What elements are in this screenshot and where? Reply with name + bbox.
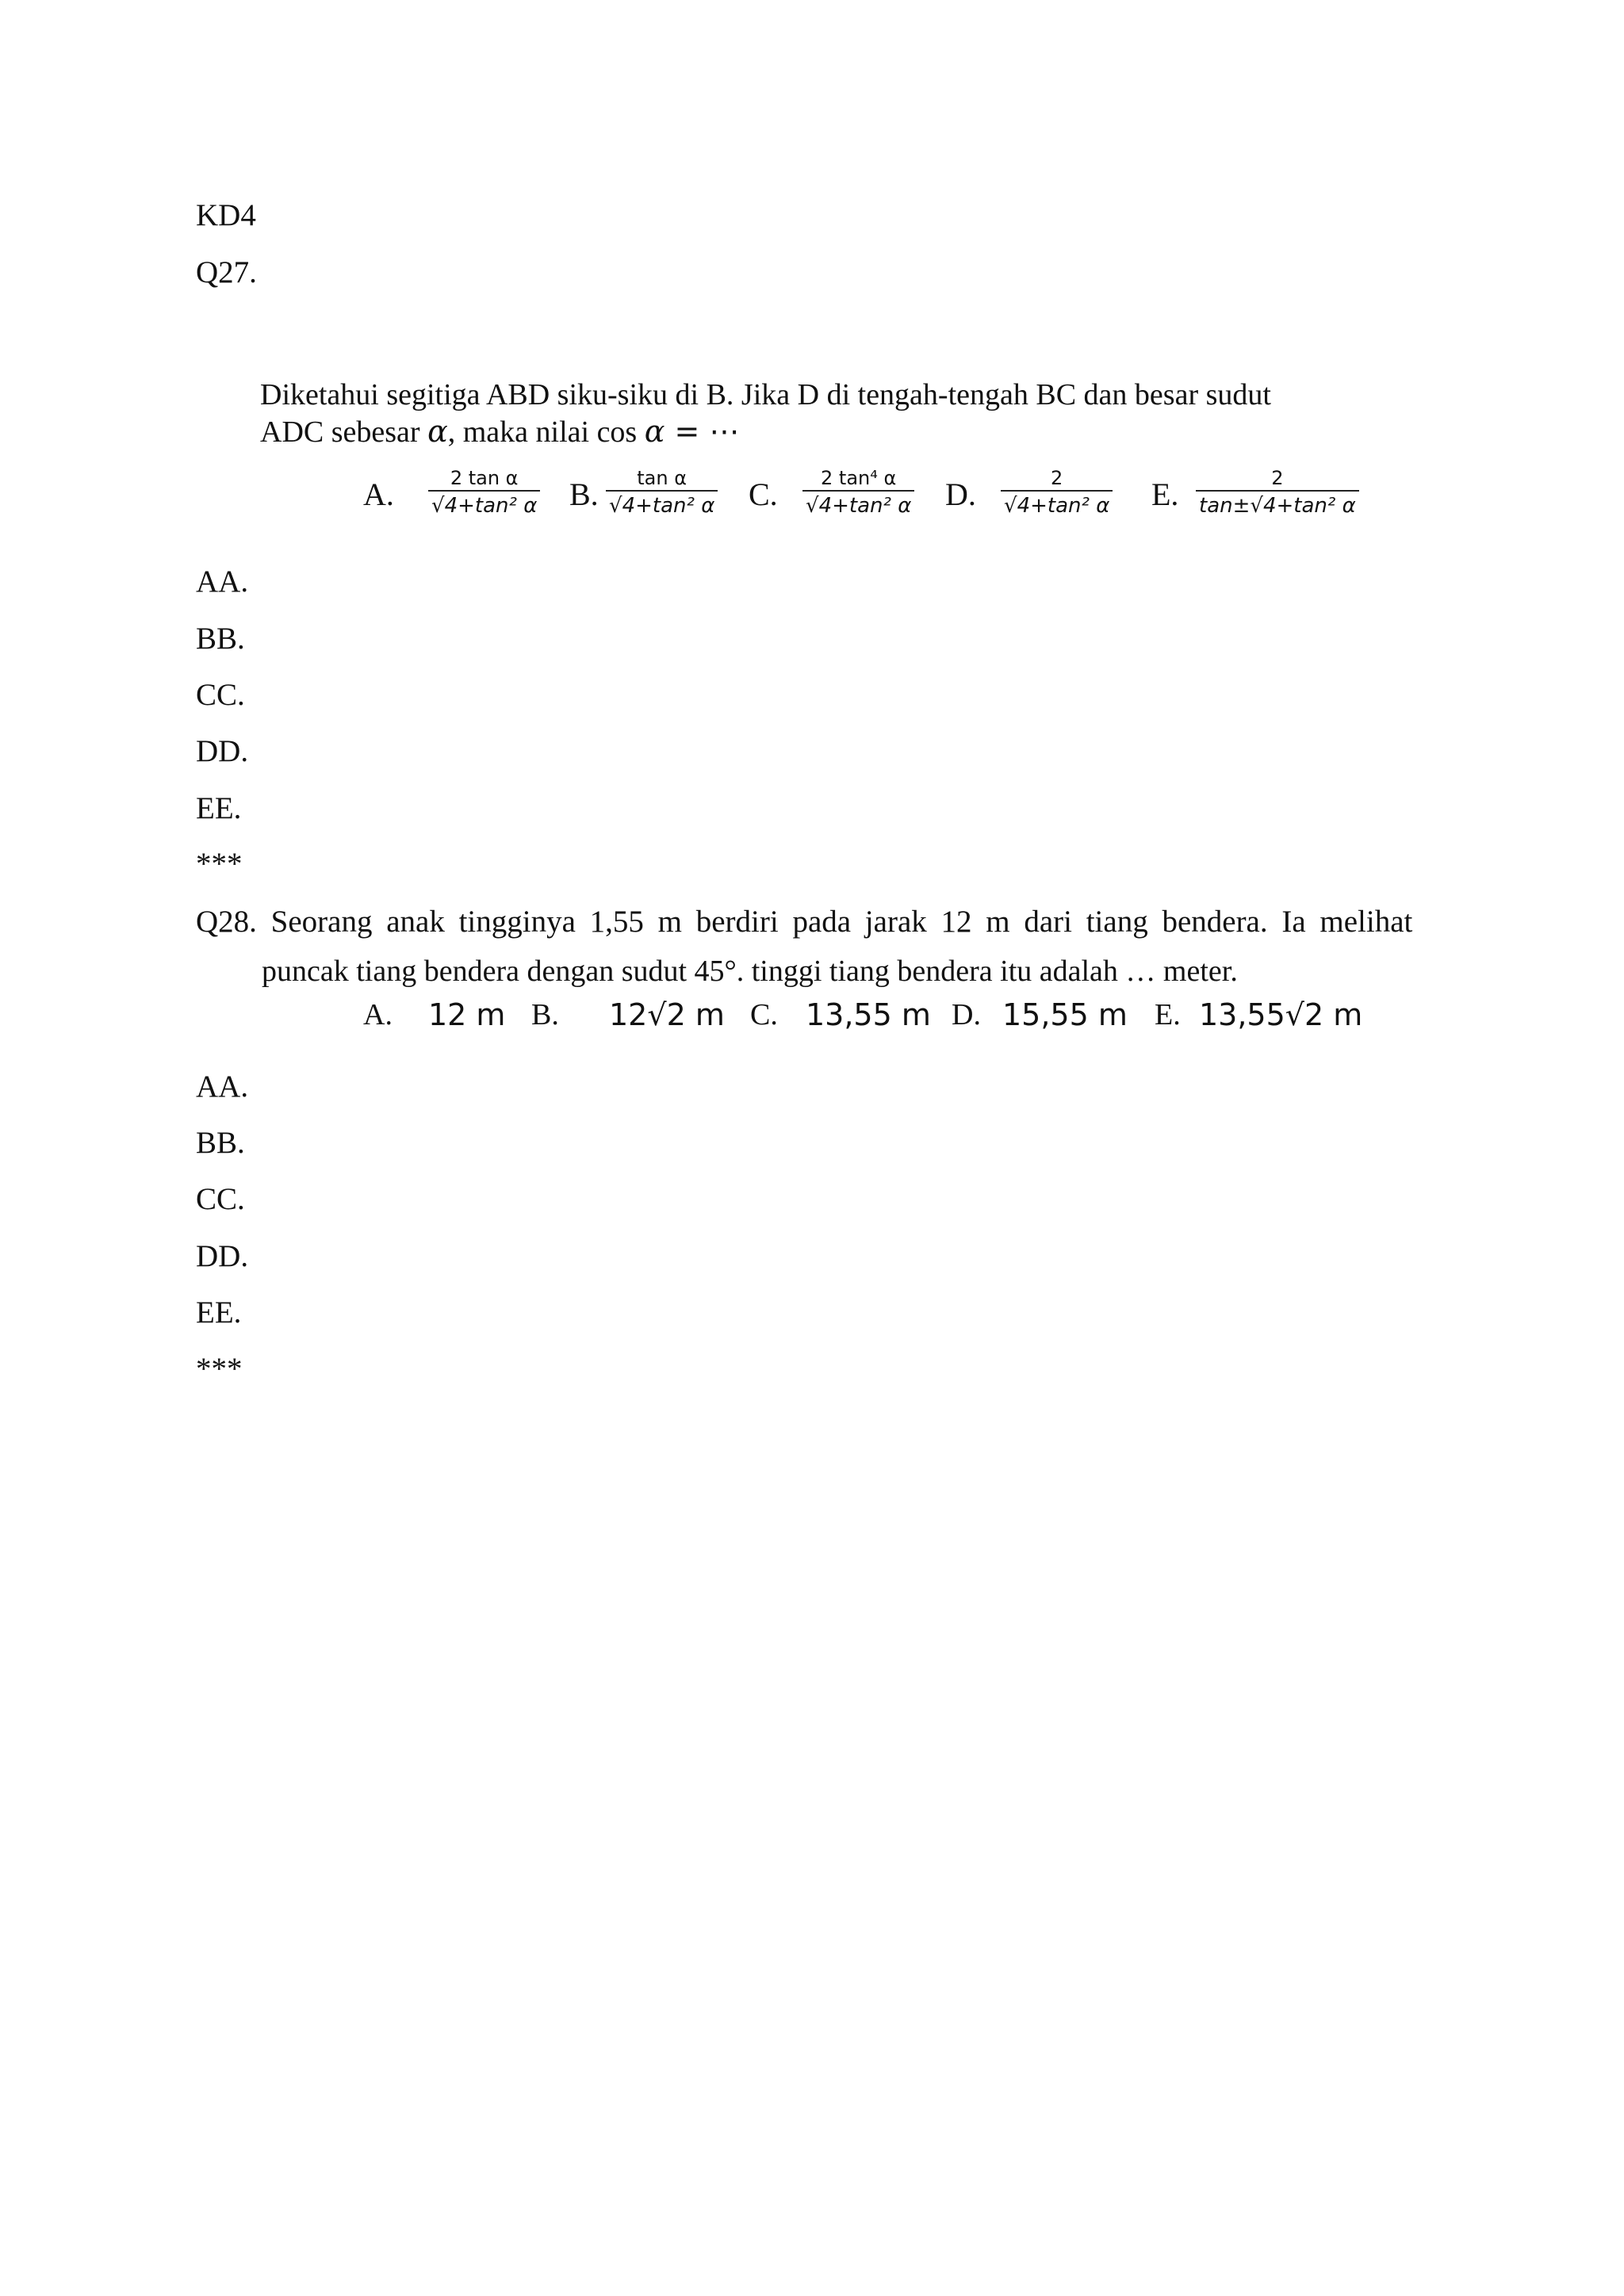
fraction-numerator: tan α bbox=[637, 467, 688, 489]
q27-answer-ee: EE. bbox=[196, 791, 242, 825]
q28-option-c-letter: C. bbox=[750, 998, 778, 1031]
q27-option-c-letter: C. bbox=[749, 476, 778, 512]
fraction-numerator: 2 bbox=[1271, 467, 1284, 489]
q27-option-d-letter: D. bbox=[945, 476, 976, 512]
q27-separator: *** bbox=[196, 847, 243, 881]
q27-option-d-fraction bbox=[1001, 466, 1113, 519]
q28-option-d-letter: D. bbox=[952, 998, 981, 1031]
fraction-denominator: √4+tan² α bbox=[802, 490, 914, 519]
q27-question-line2 bbox=[260, 414, 739, 450]
q27-answer-bb: BB. bbox=[196, 622, 245, 656]
q28-answer-dd: DD. bbox=[196, 1239, 249, 1273]
q28-option-b-value: 12√2 m bbox=[609, 997, 725, 1032]
q27-line2-mid: , maka nilai cos bbox=[447, 415, 645, 449]
q28-option-e-letter: E. bbox=[1155, 998, 1181, 1031]
q28-option-e-value: 13,55√2 m bbox=[1199, 997, 1363, 1032]
fraction-numerator: 2 tan α bbox=[450, 467, 519, 489]
q27-option-b-fraction bbox=[606, 466, 718, 519]
q27-option-a-letter: A. bbox=[363, 476, 394, 512]
q28-answer-aa: AA. bbox=[196, 1070, 249, 1104]
q28-option-b-letter: B. bbox=[531, 998, 559, 1031]
q27-option-c-fraction bbox=[802, 466, 914, 519]
q27-label: Q27. bbox=[196, 255, 257, 289]
q27-option-e-letter: E. bbox=[1151, 476, 1179, 512]
q27-answer-cc: CC. bbox=[196, 678, 245, 712]
alpha-symbol: α bbox=[644, 414, 665, 449]
q27-option-e-fraction bbox=[1196, 466, 1359, 519]
q28-answer-bb: BB. bbox=[196, 1126, 245, 1160]
q27-option-a-fraction bbox=[428, 466, 540, 519]
q28-answer-cc: CC. bbox=[196, 1182, 245, 1216]
q28-option-a-letter: A. bbox=[363, 998, 393, 1031]
fraction-denominator: tan±√4+tan² α bbox=[1196, 490, 1359, 519]
q27-answer-dd: DD. bbox=[196, 734, 249, 768]
q28-separator: *** bbox=[196, 1352, 243, 1386]
q27-line2-end: = ⋯ bbox=[665, 414, 740, 449]
fraction-denominator: √4+tan² α bbox=[1001, 490, 1113, 519]
fraction-denominator: √4+tan² α bbox=[606, 490, 718, 519]
q28-question-line2: puncak tiang bendera dengan sudut 45°. tinggi tiang bendera itu adalah … meter. bbox=[262, 955, 1238, 988]
fraction-numerator: 2 bbox=[1051, 467, 1063, 489]
q27-option-b-letter: B. bbox=[569, 476, 599, 512]
q27-question-line1: Diketahui segitiga ABD siku-siku di B. Jika D di tengah-tengah BC dan besar sudut bbox=[260, 378, 1271, 411]
q27-answer-aa: AA. bbox=[196, 564, 249, 599]
kd-label: KD4 bbox=[196, 198, 256, 232]
fraction-denominator: √4+tan² α bbox=[428, 490, 540, 519]
q28-option-a-value: 12 m bbox=[428, 997, 506, 1032]
alpha-symbol: α bbox=[427, 414, 448, 449]
q27-line2-prefix: ADC sebesar bbox=[260, 415, 428, 449]
q28-answer-ee: EE. bbox=[196, 1295, 242, 1330]
q28-question-line1: Q28. Seorang anak tingginya 1,55 m berdiri pada jarak 12 m dari tiang bendera. Ia melihat bbox=[196, 905, 1413, 939]
q28-option-c-value: 13,55 m bbox=[806, 997, 931, 1032]
q28-option-d-value: 15,55 m bbox=[1002, 997, 1128, 1032]
fraction-numerator: 2 tan⁴ α bbox=[821, 467, 897, 489]
